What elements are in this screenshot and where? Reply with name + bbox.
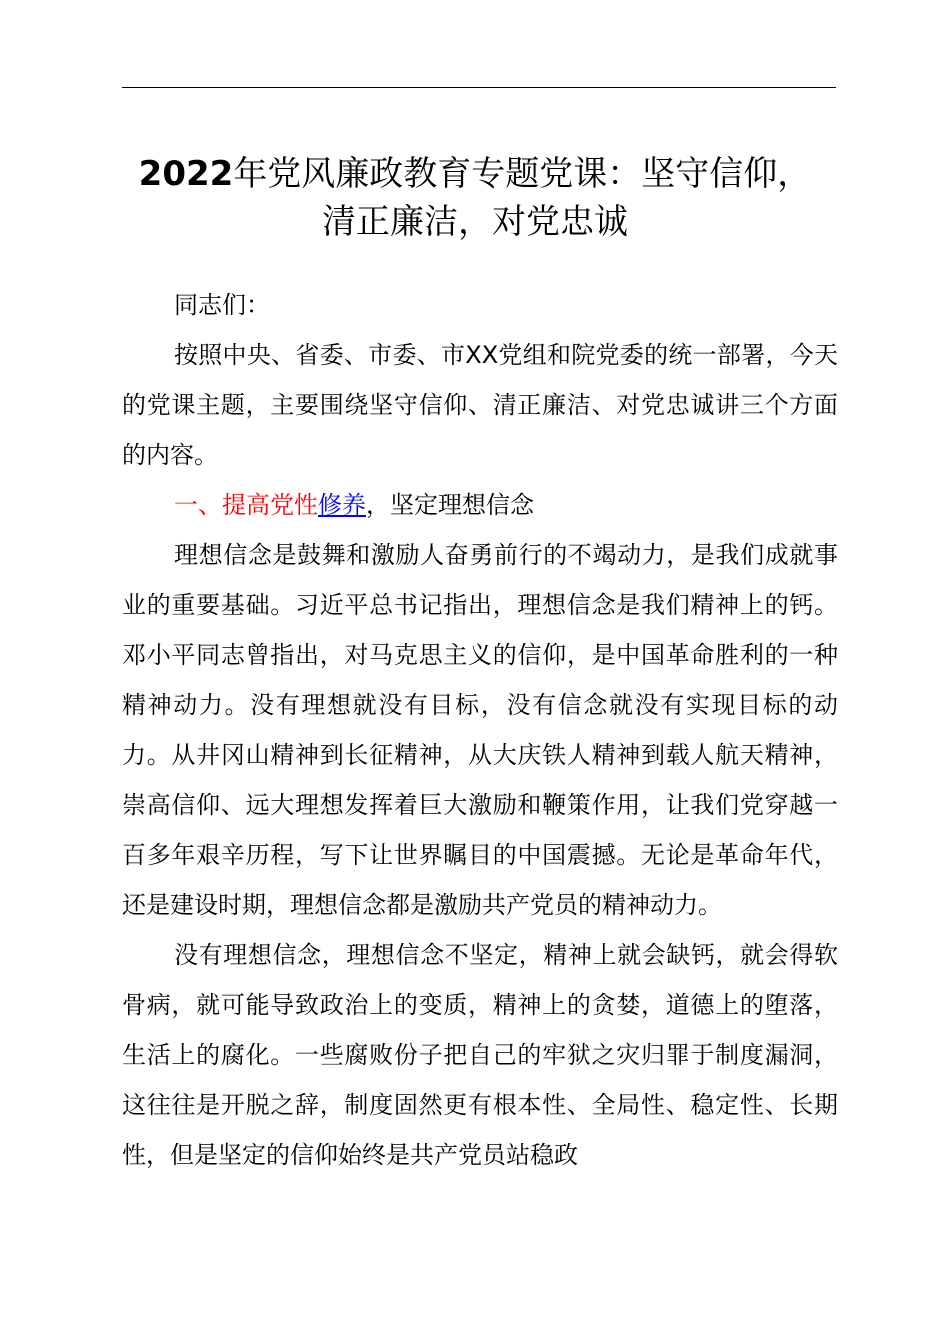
body-paragraph-2: 没有理想信念，理想信念不坚定，精神上就会缺钙，就会得软骨病，就可能导致政治上的变质，精神上的贪婪，道德上的堕落，生活上的腐化。一些腐败份子把自己的牢狱之灾归罪于制度漏洞，这往往是开脱之辞，制度固然更有根本性、全局性、稳定性、长期性，但是坚定的信仰始终是共产党员站稳政 — [122, 941, 838, 1169]
title-line-2: 清正廉洁，对党忠诚 — [322, 202, 628, 242]
intro-paragraph: 按照中央、省委、市委、市XX党组和院党委的统一部署，今天的党课主题，主要围绕坚守信仰、清正廉洁、对党忠诚讲三个方面的内容。 — [122, 341, 838, 469]
document-body — [122, 280, 838, 1180]
section-1-heading-rest: ，坚定理想信念 — [366, 491, 534, 519]
section-1-heading-red: 一、提高党性 — [174, 491, 318, 519]
body-paragraph-1: 理想信念是鼓舞和激励人奋勇前行的不竭动力，是我们成就事业的重要基础。习近平总书记指出，理想信念是我们精神上的钙。邓小平同志曾指出，对马克思主义的信仰，是中国革命胜利的一种精神动力。没有理想就没有目标，没有信念就没有实现目标的动力。从井冈山精神到长征精神，从大庆铁人精神到载人航天精神，崇高信仰、远大理想发挥着巨大激励和鞭策作用，让我们党穿越一百多年艰辛历程，写下让世界瞩目的中国震撼。无论是革命年代，还是建设时期，理想信念都是激励共产党员的精神动力。 — [122, 541, 838, 919]
section-1-heading — [122, 480, 838, 530]
title-line-1 — [90, 150, 860, 198]
salutation: 同志们： — [174, 291, 270, 319]
document-title — [90, 150, 860, 246]
title-year: 2022 — [138, 154, 234, 194]
header-rule — [122, 87, 836, 88]
section-1-heading-link[interactable]: 修养 — [318, 491, 366, 519]
title-line-1-text: 年党风廉政教育专题党课：坚守信仰， — [233, 154, 812, 194]
